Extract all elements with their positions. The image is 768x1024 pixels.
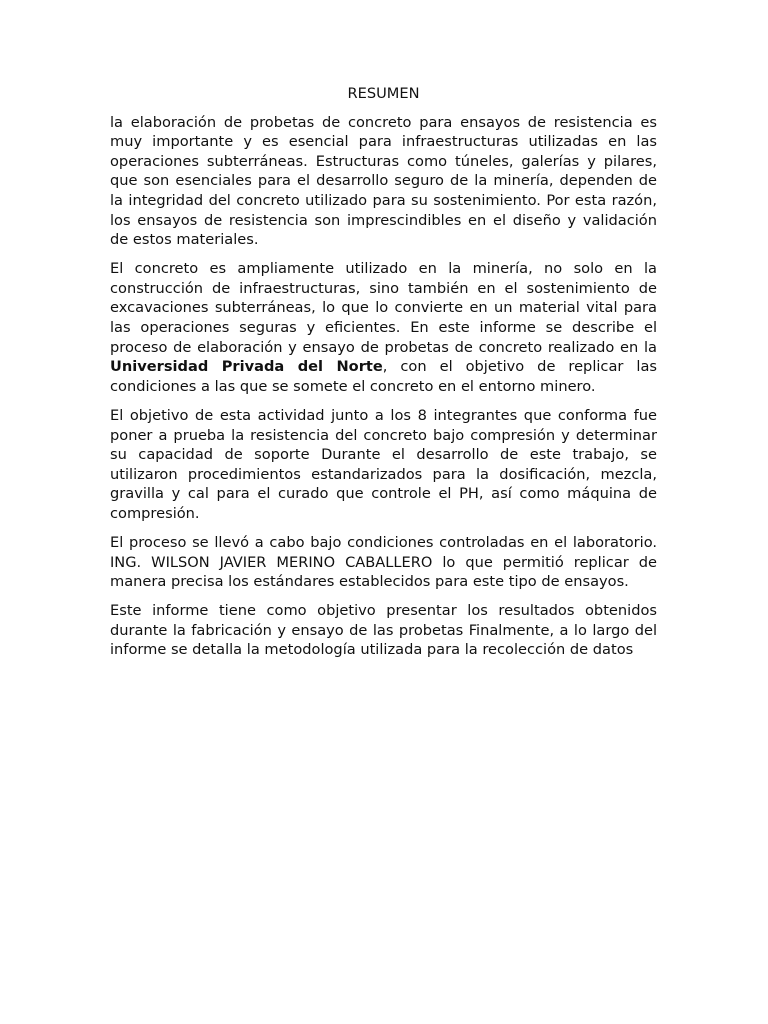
paragraph-2-text-start: El concreto es ampliamente utilizado en la minería, no solo en la construcción de infraestructuras, sino también en el sostenimiento de excavaciones subterráneas, lo que lo convierte en un material vital para las operaciones seguras y eficientes. En este informe se describe el proceso de elaboración y ensayo de probetas de concreto realizado en la: [110, 260, 657, 356]
paragraph-2: [110, 259, 657, 396]
paragraph-1: la elaboración de probetas de concreto para ensayos de resistencia es muy importante y es esencial para infraestructuras utilizadas en las operaciones subterráneas. Estructuras como túneles, galerías y pilares, que son esenciales para el desarrollo seguro de la minería, dependen de la integridad del concreto utilizado para su sostenimiento. Por esta razón, los ensayos de resistencia son imprescindibles en el diseño y validación de estos materiales.: [110, 113, 657, 249]
paragraph-5: Este informe tiene como objetivo presentar los resultados obtenidos durante la fabricación y ensayo de las probetas Finalmente, a lo largo del informe se detalla la metodología utilizada para la recolección de datos: [110, 602, 657, 659]
document-title: RESUMEN: [347, 85, 420, 102]
paragraph-2-text-end: , con el objetivo de replicar las condiciones a las que se somete el concreto en el entorno minero.: [110, 358, 657, 395]
paragraph-3: El objetivo de esta actividad junto a los 8 integrantes que conforma fue poner a prueba la resistencia del concreto bajo compresión y determinar su capacidad de soporte Durante el desarrollo de este trabajo, se utilizaron procedimientos estandarizados para la dosificación, mezcla, gravilla y cal para el curado que controle el PH, así como máquina de compresión.: [110, 406, 657, 522]
paragraph-4: El proceso se llevó a cabo bajo condiciones controladas en el laboratorio. ING. WILSON JAVIER MERINO CABALLERO lo que permitió replicar de manera precisa los estándares establecidos para este tipo de ensayos.: [110, 533, 657, 591]
university-name: Universidad Privada del Norte: [110, 358, 383, 376]
document-page: [110, 84, 657, 670]
